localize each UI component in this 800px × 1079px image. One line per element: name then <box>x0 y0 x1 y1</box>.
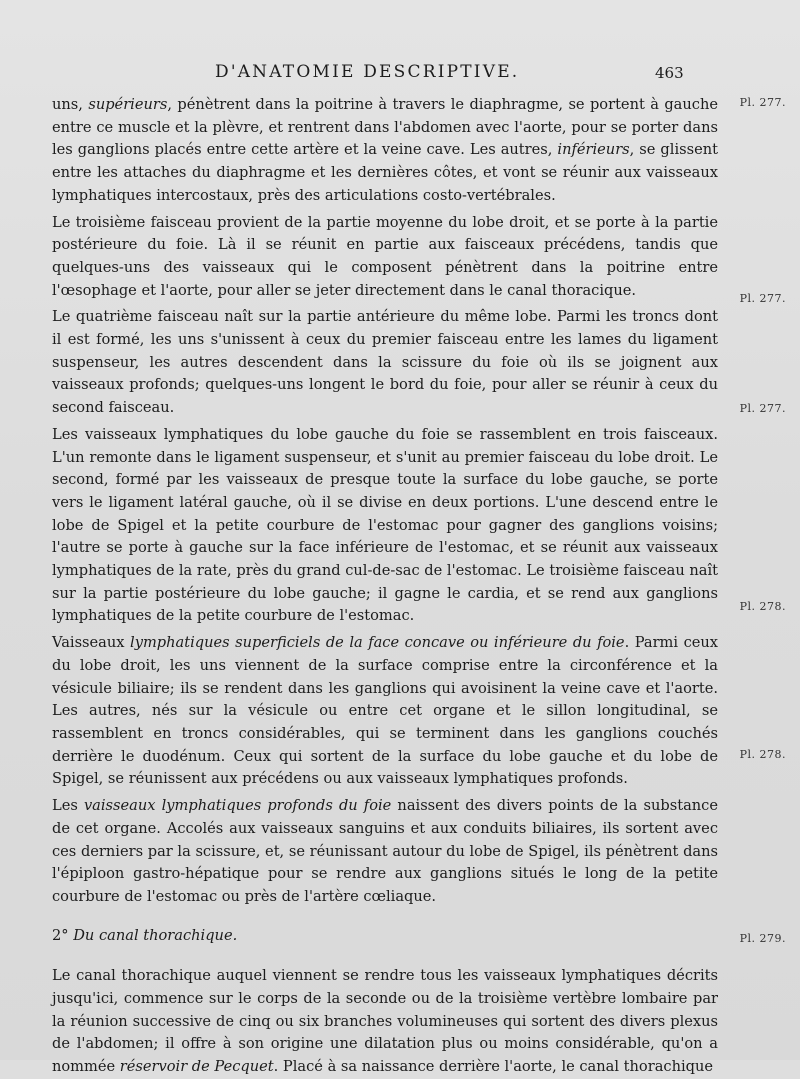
section-heading: 2° Du canal thorachique. <box>52 926 238 944</box>
margin-ref: Pl. 277. <box>739 402 786 415</box>
paragraph: uns, supérieurs, pénètrent dans la poitrine à travers le diaphragme, se portent à gauche entre ce muscle et la plèvre, et rentrent dans l'abdomen avec l'aorte, pour se porter dans les ganglions placés entre cette artère et la veine cave. Les autres, inférieurs, se glissent entre les attaches du diaphragme et les dernières côtes, et vont se réunir aux vaisseaux lymphatiques intercostaux, près des articulations costo-vertébrales. <box>52 96 718 204</box>
page-header <box>0 60 800 90</box>
margin-ref: Pl. 277. <box>739 96 786 109</box>
page-number: 463 <box>655 64 684 82</box>
margin-ref: Pl. 279. <box>739 932 786 945</box>
margin-ref: Pl. 278. <box>739 600 786 613</box>
paragraph: Les vaisseaux lymphatiques du lobe gauche du foie se rassemblent en trois faisceaux. L'un remonte dans le ligament suspenseur, et s'unit au premier faisceau du lobe droit. Le second, formé par les vaisseaux de presque toute la surface du lobe gauche, se porte vers le ligament latéral gauche, où il se divise en deux portions. L'une descend entre le lobe de Spigel et la petite courbure de l'estomac pour gagner des ganglions voisins; l'autre se porte à gauche sur la face inférieure de l'estomac, et se réunit aux vaisseaux lymphatiques de la rate, près du grand cul-de-sac de l'estomac. Le troisième faisceau naît sur la partie postérieure du lobe gauche; il gagne le cardia, et se rend aux ganglions lymphatiques de la petite courbure de l'estomac. <box>52 425 718 625</box>
running-title: D'ANATOMIE DESCRIPTIVE. <box>215 62 520 82</box>
margin-ref: Pl. 278. <box>739 748 786 761</box>
paragraph: Vaisseaux lymphatiques superficiels de la face concave ou inférieure du foie. Parmi ceux du lobe droit, les uns viennent de la surface comprise entre la circonférence et la vésicule biliaire; ils se rendent dans les ganglions qui avoisinent la veine cave et l'aorte. Les autres, nés sur la vésicule ou entre cet organe et le sillon longitudinal, se rassemblent en troncs considérables, qui se terminent dans les ganglions couchés derrière le duodénum. Ceux qui sortent de la surface du lobe gauche et du lobe de Spigel, se réunissent aux précédens ou aux vaisseaux lymphatiques profonds. <box>52 634 719 788</box>
paragraph: Le quatrième faisceau naît sur la partie antérieure du même lobe. Parmi les troncs dont il est formé, les uns s'unissent à ceux du premier faisceau entre les lames du ligament suspenseur, les autres descendent dans la scissure du foie où ils se joignent aux vaisseaux profonds; quelques-uns longent le bord du foie, pour aller se réunir à ceux du second faisceau. <box>52 308 718 417</box>
paragraph: Le troisième faisceau provient de la partie moyenne du lobe droit, et se porte à la partie postérieure du foie. Là il se réunit en partie aux faisceaux précédens, tandis que quelques-uns des vaisseaux qui le composent pénètrent dans la poitrine entre l'œsophage et l'aorte, pour aller se jeter directement dans le canal thoracique. <box>52 213 718 299</box>
margin-ref: Pl. 277. <box>739 292 786 305</box>
body-text <box>52 94 718 1079</box>
paragraph: Le canal thorachique auquel viennent se rendre tous les vaisseaux lymphatiques décrits jusqu'ici, commence sur le corps de la seconde ou de la troisième vertèbre lombaire par la réunion successive de cinq ou six branches volumineuses qui sortent des divers plexus de l'abdomen; il offre à son origine une dilatation plus ou moins considérable, qu'on a nommée réservoir de Pecquet. Placé à sa naissance derrière l'aorte, le canal thorachique <box>52 967 718 1076</box>
paragraph: Les vaisseaux lymphatiques profonds du foie naissent des divers points de la substance de cet organe. Accolés aux vaisseaux sanguins et aux conduits biliaires, ils sortent avec ces derniers par la scissure, et, se réunissant autour du lobe de Spigel, ils pénètrent dans l'épiploon gastro-hépatique pour se rendre aux ganglions situés le long de la petite courbure de l'estomac ou près de l'artère cœliaque. <box>52 797 718 905</box>
